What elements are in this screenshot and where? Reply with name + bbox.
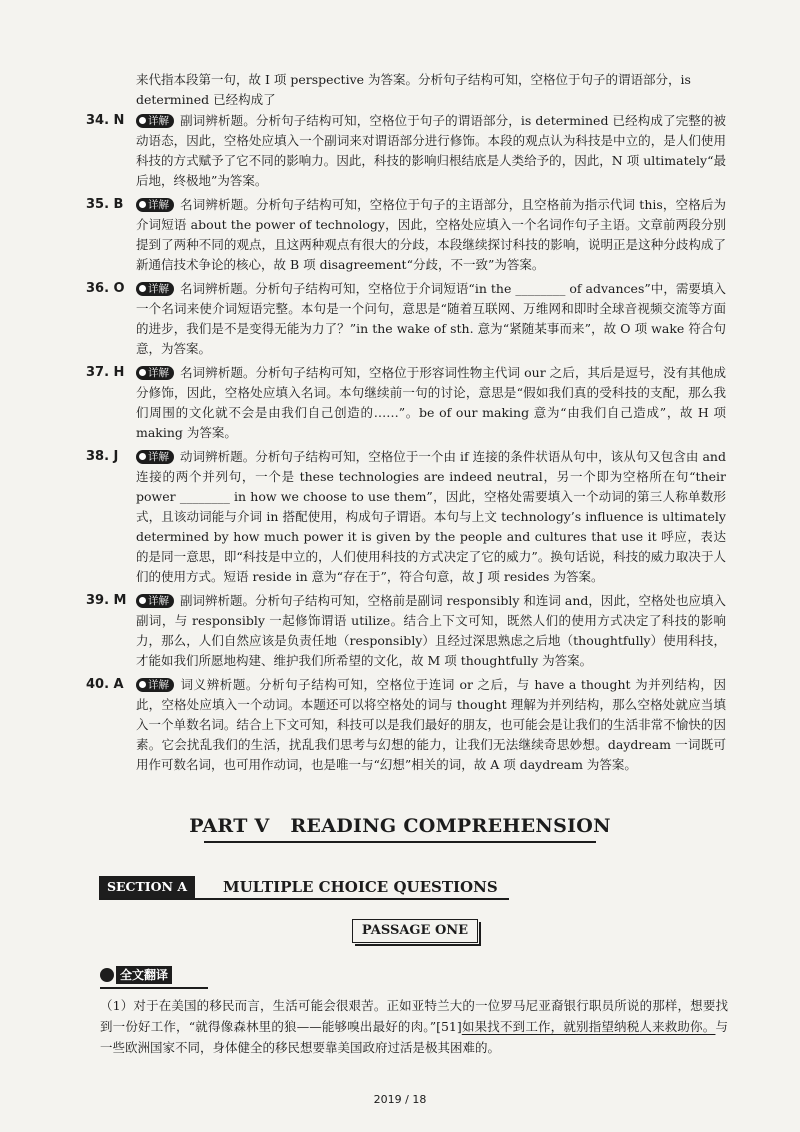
detail-tag: 详解 bbox=[136, 594, 174, 608]
label-underline bbox=[100, 987, 208, 989]
bullet-icon bbox=[139, 117, 146, 124]
answer-item-37 bbox=[86, 363, 726, 443]
page-number: 2019 / 18 bbox=[373, 1093, 427, 1106]
bullet-icon bbox=[139, 285, 146, 292]
detail-tag: 详解 bbox=[136, 678, 174, 692]
answer-item-38 bbox=[86, 447, 726, 587]
intro-line: 来代指本段第一句，故 I 项 perspective 为答案。分析句子结构可知，空格位于句子的谓语部分，is determined 已经构成了 bbox=[136, 72, 691, 107]
explanation-text: 动词辨析题。分析句子结构可知，空格位于一个由 if 连接的条件状语从句中，该从句又包含由 and 连接的两个并列句，一个是 these technologies are indeed neutral，另一个即为空格所在句“their power ________ in how we choose to use them”，因此，空格处需要填入一个动词的第三人称单数形式，且该动词能与介词 in 搭配使用，构成句子谓语。本句与上文 technology’s influence is ultimately determined by how much power it is given by the people and cultures that use it 呼应，表达的是同一意思，即“科技是中立的，人们使用科技的方式决定了它的威力”。换句话说，科技的威力取决于人们的使用方式。短语 reside in 意为“存在于”，符合句意，故 J 项 resides 为答案。 bbox=[136, 449, 726, 584]
answer-item-36 bbox=[86, 279, 726, 359]
explanation-text: 名词辨析题。分析句子结构可知，空格位于句子的主语部分，且空格前为指示代词 this，空格后为介词短语 about the power of technology，因此，空格处应填入一个名词作句子主语。文章前两段分别提到了两种不同的观点，且这两种观点有很大的分歧，本段继续探讨科技的影响，说明正是这种分歧构成了新通信技术争论的核心，故 B 项 disagreement“分歧，不一致”为答案。 bbox=[136, 197, 726, 272]
bullet-icon bbox=[139, 201, 146, 208]
detail-tag: 详解 bbox=[136, 198, 174, 212]
section-title: MULTIPLE CHOICE QUESTIONS bbox=[223, 878, 498, 896]
detail-tag: 详解 bbox=[136, 450, 174, 464]
section-underline bbox=[99, 898, 509, 900]
underlined-sentence: 如果找不到工作，就别指望纳税人来救助你。 bbox=[461, 1019, 716, 1034]
question-number: 34. N bbox=[86, 113, 125, 128]
detail-tag: 详解 bbox=[136, 114, 174, 128]
bullet-icon bbox=[139, 369, 146, 376]
explanation-text: 名词辨析题。分析句子结构可知，空格位于形容词性物主代词 our 之后，其后是逗号，没有其他成分修饰，因此，空格处应填入名词。本句继续前一句的讨论，意思是“假如我们真的受科技的支配，那么我们周围的文化就不会是由我们自己创造的……”。be of our making 意为“由我们自己造成”，故 H 项 making 为答案。 bbox=[136, 365, 726, 440]
detail-tag: 详解 bbox=[136, 366, 174, 380]
question-number: 36. O bbox=[86, 281, 125, 296]
passage-label: PASSAGE ONE bbox=[352, 919, 478, 943]
explanation-text: 词义辨析题。分析句子结构可知，空格位于连词 or 之后，与 have a thought 为并列结构，因此，空格处应填入一个动词。本题还可以将空格处的词与 thought 理解为并列结构，那么空格处就应当填入一个单数名词。结合上下文可知，科技可以是我们最好的朋友，也可能会是让我们的生活非常不愉快的因素。它会扰乱我们的生活，扰乱我们思考与幻想的能力，让我们无法继续奇思妙想。daydream 一词既可用作可数名词，也可用作动词，也是唯一与“幻想”相关的词，故 A 项 daydream 为答案。 bbox=[136, 677, 726, 772]
translation-paragraph: （1）对于在美国的移民而言，生活可能会很艰苦。正如亚特兰大的一位罗马尼亚裔银行职员所说的那样，想要找到一份好工作，“就得像森林里的狼——能够嗅出最好的肉。”[51]如果找不到工作，就别指望纳税人来救助你。与一些欧洲国家不同，身体健全的移民想要靠美国政府过活是极其困难的。 bbox=[100, 998, 728, 1055]
part-title: PART V READING COMPREHENSION bbox=[0, 815, 800, 843]
detail-tag: 详解 bbox=[136, 282, 174, 296]
answer-item-34 bbox=[86, 111, 726, 191]
section-header bbox=[99, 876, 509, 898]
lightbulb-icon bbox=[100, 968, 114, 982]
answer-item-40 bbox=[86, 675, 726, 775]
title-underline bbox=[204, 841, 596, 843]
bullet-icon bbox=[139, 597, 146, 604]
answer-item-35 bbox=[86, 195, 726, 275]
bullet-icon bbox=[139, 681, 146, 688]
question-number: 37. H bbox=[86, 365, 125, 380]
explanation-text: 副词辨析题。分析句子结构可知，空格位于句子的谓语部分，is determined 已经构成了完整的被动语态，因此，空格处应填入一个副词来对谓语部分进行修饰。本段的观点认为科技是中立的，是人们使用科技的方式赋予了它不同的影响力。因此，科技的影响归根结底是人类给予的，因此，N 项 ultimately“最后地，终极地”为答案。 bbox=[136, 113, 726, 188]
bullet-icon bbox=[139, 453, 146, 460]
document-page: 来代指本段第一句，故 I 项 perspective 为答案。分析句子结构可知，空格位于句子的谓语部分，is determined 已经构成了 34. N 详解 副词辨析题。分析句子结构可知，空格位于句子的谓语部分，is determined 已经构成了完整的被动语态，因此，空格处应填入一个副词来对谓语部分进行修饰。本段的观点认为科技是中立的，是人们使用科技的方式赋予了它不同的影响力。因此，科技的影响归根结底是人类给予的，因此，N 项 ultimately“最后地，终极地”为答案。 35. B 详解 名词辨析题。分析句子结构可知，空格位于句子的主语部分，且空格前为指示代词 this，空格后为介词短语 about the power of technology，因此，空格处应填入一个名词作句子主语。文章前两段分别提到了两种不同的观点，且这两种观点有很大的分歧，本段继续探讨科技的影响，说明正是这种分歧构成了新通信技术争论的核心，故 B 项 disagreement“分歧，不一致”为答案。 36. O 详解 名词辨析题。分析句子结构可知，空格位于介词短语“in the ________ of advances”中，需要填入一个名词来使介词短语完整。本句是一个问句，意思是“随着互联网、万维网和即时全球音视频交流等方面的进步，我们是不是变得无能为力了？”in the wake of sth. 意为“紧随某事而来”，故 O 项 wake 符合句意，为答案。 37. H 详解 名词辨析题。分析句子结构可知，空格位于形容词性物主代词 our 之后，其后是逗号，没有其他成分修饰，因此，空格处应填入名词。本句继续前一句的讨论，意思是“假如我们真的受科技的支配，那么我们周围的文化就不会是由我们自己创造的……”。be of our making 意为“由我们自己造成”，故 H 项 making 为答案。 38. J 详解 动词辨析题。分析句子结构可知，空格位于一个由 if 连接的条件状语从句中，该从句又包含由 and 连接的两个并列句，一个是 these technologies are indeed neutral，另一个即为空格所在句“their power ________ in how we choose to use them”，因此，空格处需要填入一个动词的第三人称单数形式，且该动词能与介词 in 搭配使用，构成句子谓语。本句与上文 technology’s influence is ultimately determined by how much power it is given by the people and cultures that use it 呼应，表达的是同一意思，即“科技是中立的，人们使用科技的方式决定了它的威力”。换句话说，科技的威力取决于人们的使用方式。短语 reside in 意为“存在于”，符合句意，故 J 项 resides 为答案。 39. M 详解 副词辨析题。分析句子结构可知，空格前是副词 responsibly 和连词 and，因此，空格处也应填入副词，与 responsibly 一起修饰谓语 utilize。结合上下文可知，既然人们的使用方式决定了科技的影响力，那么，人们自然应该是负责任地（responsibly）且经过深思熟虑之后地（thoughtfully）使用科技，才能如我们所愿地构建、维护我们所希望的文化，故 M 项 thoughtfully 为答案。 40. A 详解 词义辨析题。分析句子结构可知，空格位于连词 or 之后，与 have a thought 为并列结构，因此，空格处应填入一个动词。本题还可以将空格处的词与 thought 理解为并列结构，那么空格处就应当填入一个单数名词。结合上下文可知，科技可以是我们最好的朋友，也可能会是让我们的生活非常不愉快的因素。它会扰乱我们的生活，扰乱我们思考与幻想的能力，让我们无法继续奇思妙想。daydream 一词既可用作可数名词，也可用作动词，也是唯一与“幻想”相关的词，故 A 项 daydream 为答案。 PART V READING COMPREHENSION SECTION A MULTIPLE CHOICE QUESTIONS PASSAGE ONE 全文翻译 （1）对于在美国的移民而言，生活可能会很艰苦。正如亚特兰大的一位罗马尼亚裔银行职员所说的那样，想要找到一份好工作，“就得像森林里的狼——能够嗅出最好的肉。”[51]如果找不到工作，就别指望纳税人来救助你。与一些欧洲国家不同，身体健全的移民想要靠美国政府过活是极其困难的。 2019 / 18 bbox=[0, 0, 800, 1132]
explanation-text: 副词辨析题。分析句子结构可知，空格前是副词 responsibly 和连词 and，因此，空格处也应填入副词，与 responsibly 一起修饰谓语 utilize。结合上下文可知，既然人们的使用方式决定了科技的影响力，那么，人们自然应该是负责任地（responsibly）且经过深思熟虑之后地（thoughtfully）使用科技，才能如我们所愿地构建、维护我们所希望的文化，故 M 项 thoughtfully 为答案。 bbox=[136, 593, 726, 668]
answer-item-39 bbox=[86, 591, 726, 671]
question-number: 38. J bbox=[86, 449, 119, 464]
section-tag: SECTION A bbox=[99, 876, 195, 898]
explanation-text: 名词辨析题。分析句子结构可知，空格位于介词短语“in the ________ of advances”中，需要填入一个名词来使介词短语完整。本句是一个问句，意思是“随着互联网、万维网和即时全球音视频交流等方面的进步，我们是不是变得无能为力了？”in the wake of sth. 意为“紧随某事而来”，故 O 项 wake 符合句意，为答案。 bbox=[136, 281, 726, 356]
question-number: 35. B bbox=[86, 197, 124, 212]
question-number: 39. M bbox=[86, 593, 127, 608]
question-number: 40. A bbox=[86, 677, 124, 692]
answer-explanations bbox=[86, 70, 726, 779]
